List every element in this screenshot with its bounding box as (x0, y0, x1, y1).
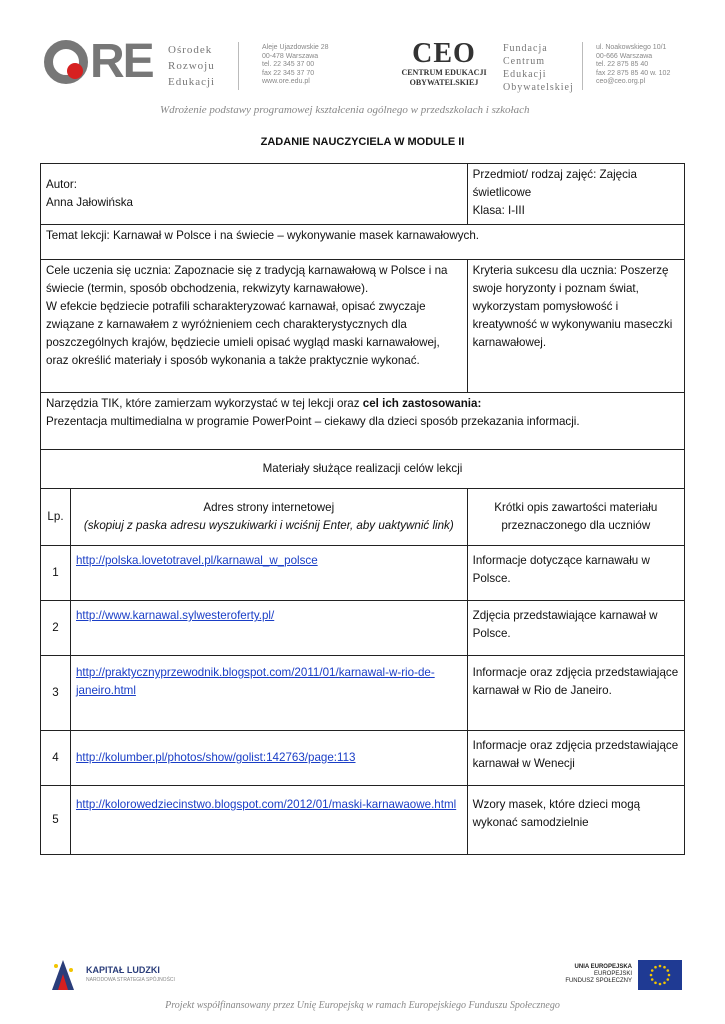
table-row (41, 731, 685, 786)
footer-note: Projekt współfinansowany przez Unię Europejską w ramach Europejskiego Funduszu Społecznego (165, 1000, 560, 1011)
kapital-ludzki-title: KAPITAŁ LUDZKI (86, 965, 160, 975)
table-row (41, 656, 685, 731)
subject: Przedmiot/ rodzaj zajęć: Zajęcia świetlicowe (472, 168, 637, 199)
row-url-cell (70, 546, 467, 601)
subject-cell (467, 164, 684, 225)
row-desc: Wzory masek, które dzieci mogą wykonać samodzielnie (467, 786, 684, 855)
col-desc: Krótki opis zawartości materiału przeznaczonego dla uczniów (467, 489, 684, 546)
tagline: Wdrożenie podstawy programowej kształcenia ogólnego w przedszkolach i szkołach (160, 104, 530, 116)
row-lp: 2 (41, 601, 71, 656)
author-name: Anna Jałowińska (46, 196, 134, 209)
ore-name-line: Edukacji (168, 76, 216, 88)
eu-line: EUROPEJSKI (593, 971, 632, 977)
ore-address (262, 44, 329, 87)
author-cell (41, 164, 468, 225)
eu-line: UNIA EUROPEJSKA (574, 964, 632, 970)
table-row (41, 546, 685, 601)
ceo-name (503, 42, 574, 94)
row-url-cell (70, 731, 467, 786)
tools-heading (46, 395, 679, 413)
row-lp: 5 (41, 786, 71, 855)
ceo-address (596, 44, 670, 87)
address-line: Aleje Ujazdowskie 28 (262, 44, 329, 51)
table-header-row (41, 489, 685, 546)
eu-label (560, 964, 632, 985)
row-url-link[interactable]: http://kolumber.pl/photos/show/golist:142763/page:113 (75, 751, 356, 764)
row-lp: 1 (41, 546, 71, 601)
address-line: 00-478 Warszawa (262, 52, 319, 60)
col-lp: Lp. (41, 489, 71, 546)
eu-line: FUNDUSZ SPOŁECZNY (565, 978, 632, 984)
tools-prefix: Narzędzia TIK, które zamierzam wykorzystać w tej lekcji oraz (46, 397, 363, 410)
tools-cell (41, 393, 685, 450)
col-address-cell (70, 489, 467, 546)
letterhead (0, 0, 725, 125)
address-line: fax 22 875 85 40 w. 102 (596, 69, 671, 77)
materials-heading: Materiały służące realizacji celów lekcji (41, 450, 685, 489)
goals-cell (41, 260, 468, 393)
goals-row (41, 260, 685, 393)
divider (582, 42, 583, 90)
author-label: Autor: (46, 178, 77, 191)
tools-bold: cel ich zastosowania: (362, 397, 482, 410)
class-level: Klasa: I-III (472, 204, 525, 217)
row-url-link[interactable]: http://praktycznyprzewodnik.blogspot.com/2011/01/karnawal-w-rio-de-janeiro.html (75, 666, 435, 697)
goals: Cele uczenia się ucznia: Zapoznacie się z tradycją karnawałową w Polsce i na świecie (termin, sposób obchodzenia, rekwizyty karnawałowe). (46, 264, 448, 295)
ceo-name-line: Edukacji (503, 69, 547, 80)
ceo-name-line: Centrum (503, 56, 545, 67)
success-criteria: Kryteria sukcesu dla ucznia: Poszerzę swoje horyzonty i poznam świat, wykorzystam pomysłowość i kreatywność w wykonywaniu maseczki karnawałowej. (467, 260, 684, 393)
ceo-name-line: Fundacja (503, 43, 548, 54)
footer (0, 950, 725, 1024)
row-url-cell (70, 786, 467, 855)
address-line: tel. 22 875 85 40 (596, 61, 649, 68)
document-title: ZADANIE NAUCZYCIELA W MODULE II (260, 136, 465, 148)
col-address-hint: (skopiuj z paska adresu wyszukiwarki i wciśnij Enter, aby uaktywnić link) (83, 519, 454, 532)
address-line: www.ore.edu.pl (262, 78, 310, 85)
row-desc: Informacje dotyczące karnawału w Polsce. (467, 546, 684, 601)
author-row (41, 164, 685, 225)
address-line: tel. 22 345 37 00 (262, 61, 315, 68)
row-desc: Informacje oraz zdjęcia przedstawiające karnawał w Rio de Janeiro. (467, 656, 684, 731)
tools-row (41, 393, 685, 450)
materials-heading-row (41, 450, 685, 489)
ore-name (168, 42, 215, 90)
ceo-logo-sub: OBYWATELSKIEJ (409, 78, 479, 87)
divider (238, 42, 239, 90)
col-address: Adres strony internetowej (203, 501, 335, 514)
ceo-logo (398, 40, 490, 100)
table-row (41, 786, 685, 855)
address-line: ceo@ceo.org.pl (596, 78, 646, 85)
ceo-logo-text: CEO (412, 38, 476, 69)
address-line: fax 22 345 37 70 (262, 69, 315, 77)
ceo-logo-sub: CENTRUM EDUKACJI (401, 68, 487, 77)
topic-row (41, 225, 685, 260)
ore-name-line: Ośrodek (168, 44, 213, 56)
ceo-name-line: Obywatelskiej (503, 82, 574, 93)
lesson-table (40, 163, 685, 855)
address-line: 00-666 Warszawa (596, 52, 653, 60)
kapital-ludzki-icon (48, 956, 78, 994)
goals-effect: W efekcie będziecie potrafili scharakteryzować karnawał, opisać zwyczaje związane z karnawałem z wyróżnieniem cech charakterystycznych dla poszczególnych krajów, będziecie umieli opisać wygląd maski karnawałowej, oraz określić materiały i sposób wykonania a także praktycznie wykonać. (46, 300, 440, 367)
address-line: ul. Noakowskiego 10/1 (596, 44, 667, 51)
row-lp: 3 (41, 656, 71, 731)
row-desc: Informacje oraz zdjęcia przedstawiające karnawał w Wenecji (467, 731, 684, 786)
ore-logo-circle (44, 40, 88, 84)
eu-flag-icon (638, 960, 682, 990)
row-url-link[interactable]: http://www.karnawal.sylwesteroferty.pl/ (75, 609, 275, 622)
ore-logo (44, 35, 154, 88)
ore-logo-dot (67, 63, 83, 79)
ore-logo-text: RE (90, 35, 153, 88)
ore-name-line: Rozwoju (168, 60, 215, 72)
row-url-cell (70, 656, 467, 731)
row-lp: 4 (41, 731, 71, 786)
tools-desc: Prezentacja multimedialna w programie PowerPoint – ciekawy dla dzieci sposób przekazania informacji. (46, 415, 580, 428)
row-desc: Zdjęcia przedstawiające karnawał w Polsce. (467, 601, 684, 656)
row-url-link[interactable]: http://kolorowedziecinstwo.blogspot.com/2012/01/maski-karnawaowe.html (75, 798, 457, 811)
row-url-cell (70, 601, 467, 656)
row-url-link[interactable]: http://polska.lovetotravel.pl/karnawal_w_polsce (75, 554, 318, 567)
table-row (41, 601, 685, 656)
topic: Temat lekcji: Karnawał w Polsce i na świecie – wykonywanie masek karnawałowych. (41, 225, 685, 260)
kapital-ludzki-sub: NARODOWA STRATEGIA SPÓJNOŚCI (86, 977, 175, 983)
